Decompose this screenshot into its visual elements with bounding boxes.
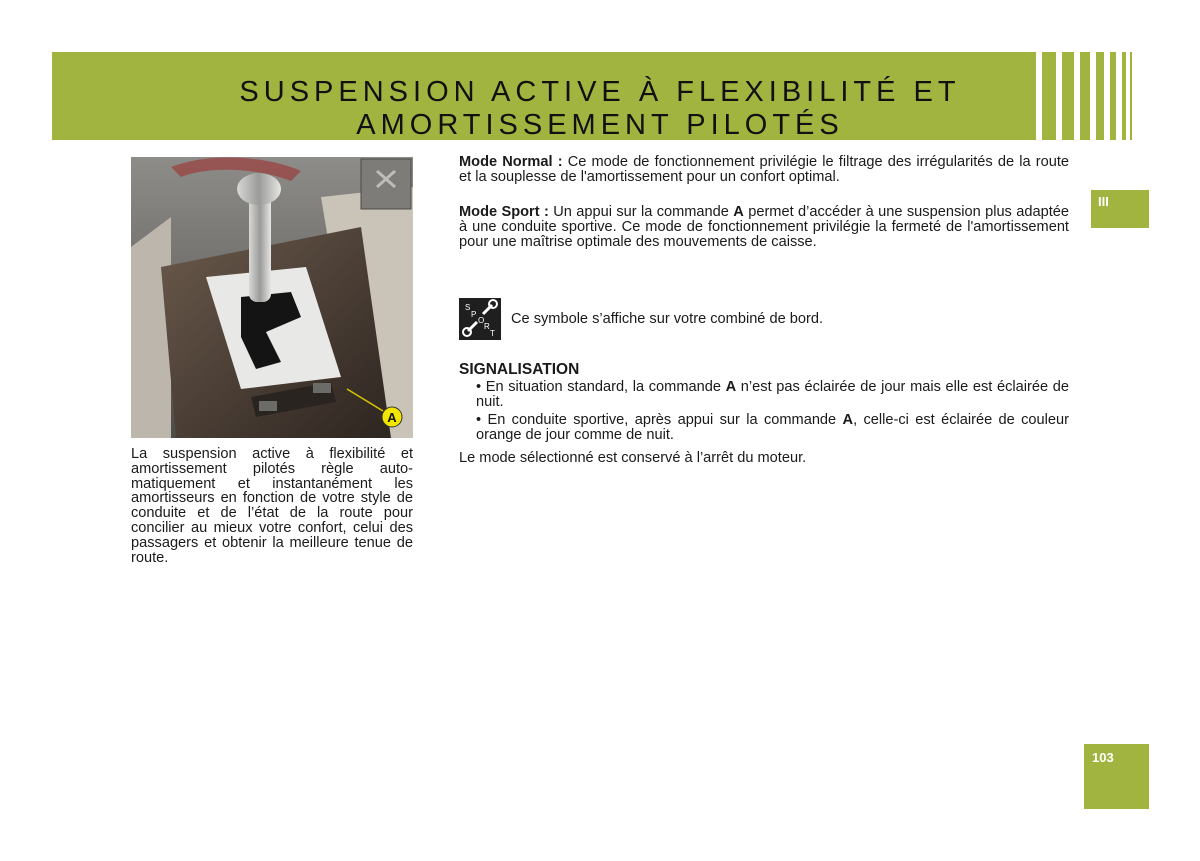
- list-item: • En situation standard, la commande A n’est pas éclairée de jour mais elle est éclairée de nuit.: [476, 379, 1069, 410]
- intro-caption: La suspension active à flexibilité et amortissement pilotés règle automatiquement et instantanément les amortisseurs en fonction de votre style de conduite et de l’état de la route pour concilier au mieux votre confort, celui des passagers et obtenir la meilleure tenue de route.: [131, 446, 413, 566]
- sport-letter-p: P: [471, 310, 477, 319]
- mode-sport-label: Mode Sport :: [459, 204, 549, 220]
- mode-sport-text-b: permet d’accéder à une suspension plus adaptée à une conduite sportive. Ce mode de fonctionnement privilégie la fermeté de l'amortissement pour une maîtrise optimale des mouvements de caisse.: [459, 204, 1069, 250]
- sport-suspension-icon: [459, 298, 501, 340]
- mode-normal-label: Mode Normal :: [459, 154, 563, 170]
- mode-normal-text: Ce mode de fonctionnement privilégie le filtrage des irrégularités de la route et la souplesse de l'amortissement pour un confort optimal.: [459, 154, 1069, 185]
- mode-sport-text-a: Un appui sur la commande: [548, 204, 734, 220]
- title-line-1: SUSPENSION ACTIVE À FLEXIBILITÉ ET: [239, 76, 961, 108]
- sport-letter-s: S: [465, 303, 471, 312]
- page-number: 103: [1084, 744, 1149, 809]
- mode-retention-note: Le mode sélectionné est conservé à l’arrêt du moteur.: [459, 450, 807, 466]
- chapter-tab: III: [1091, 190, 1149, 228]
- symbol-row: [459, 298, 1069, 340]
- mode-normal-paragraph: [459, 155, 1069, 185]
- signalisation-heading: SIGNALISATION: [459, 361, 580, 378]
- sport-letter-t: T: [490, 329, 495, 338]
- page-title: [100, 76, 1100, 142]
- mode-sport-paragraph: [459, 205, 1069, 249]
- callout-a-label: A: [387, 410, 397, 425]
- list-item: • En conduite sportive, après appui sur la commande A, celle-ci est éclairée de couleur orange de jour comme de nuit.: [476, 412, 1069, 443]
- sport-letter-r: R: [484, 322, 490, 331]
- sport-letter-o: O: [478, 316, 485, 325]
- mode-sport-key: A: [733, 204, 744, 220]
- title-line-2: AMORTISSEMENT PILOTÉS: [356, 109, 844, 141]
- symbol-description: Ce symbole s’affiche sur votre combiné de bord.: [511, 311, 824, 327]
- gear-selector-photo: [131, 157, 413, 438]
